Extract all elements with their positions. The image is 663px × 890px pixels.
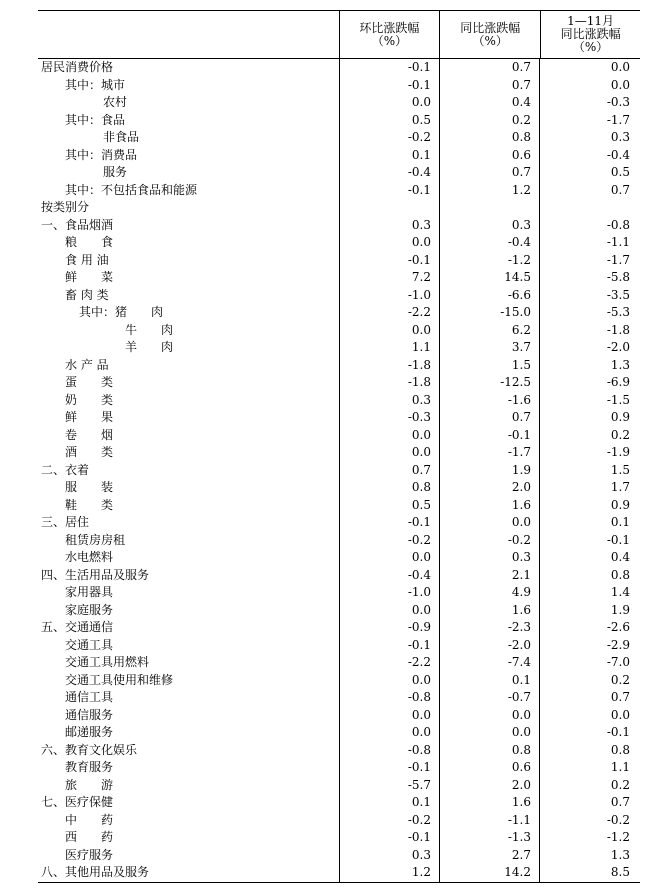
row-label: 二、衣着 [41,462,90,477]
row-label: 粮 食 [65,235,114,249]
row-label: 五、交通通信 [41,620,114,634]
header-mom-line1: 环比涨跌幅 [359,20,420,35]
row-ytd-value: 0.2 [539,427,638,445]
header-mom [339,11,440,58]
row-label: 水 产 品 [65,357,109,372]
row-mom-value: -0.2 [339,532,439,550]
row-ytd-value: 0.8 [539,567,638,585]
row-ytd-value: 1.4 [539,584,638,602]
row-label: 羊 肉 [125,340,174,354]
row-ytd-value: -7.0 [539,654,638,672]
row-mom-value: 0.3 [339,392,439,410]
row-label: 鲜 果 [65,410,114,424]
row-ytd-value: 1.3 [539,847,638,865]
row-label: 鲜 菜 [65,270,114,284]
row-ytd-value: -1.5 [539,392,638,410]
row-mom-value: -0.1 [339,182,439,200]
table-row [38,742,640,760]
row-mom-value: 0.0 [339,444,439,462]
row-label: 家庭服务 [65,602,114,617]
row-label: 旅 游 [65,777,114,792]
row-yoy-value: -1.6 [439,392,539,410]
row-label: 食 用 油 [65,252,109,267]
row-ytd-value: 1.7 [539,479,638,497]
table-row [38,462,640,480]
row-yoy-value: 0.7 [439,77,539,95]
row-yoy-value: 0.0 [439,724,539,742]
row-ytd-value: -2.6 [539,619,638,637]
row-label: 服 装 [65,480,114,494]
table-row [38,479,640,497]
row-mom-value: -0.1 [339,829,439,847]
row-mom-value: 0.0 [339,427,439,445]
row-ytd-value: 0.3 [539,129,638,147]
row-mom-value: 0.5 [339,112,439,130]
table-row [38,707,640,725]
row-label: 家用器具 [65,585,114,599]
row-label: 交通工具用燃料 [65,655,150,669]
row-yoy-value: 0.7 [439,164,539,182]
header-yoy-line2: （%） [472,33,508,48]
row-label: 其中：猪 肉 [79,305,164,319]
row-label: 租赁房房租 [65,532,126,547]
row-mom-value: -0.1 [339,514,439,532]
row-yoy-value: 2.7 [439,847,539,865]
header-ytd-line1: 1—11月 [567,14,615,28]
table-row [38,199,640,217]
row-ytd-value: 0.7 [539,182,638,200]
row-mom-value: -0.1 [339,759,439,777]
header-ytd-line2: 同比涨跌幅 [560,27,621,41]
row-ytd-value: -1.7 [539,252,638,270]
row-yoy-value: 0.7 [439,59,539,77]
row-yoy-value: 0.8 [439,129,539,147]
row-mom-value: 1.2 [339,864,439,882]
row-ytd-value: -0.1 [539,724,638,742]
row-mom-value: -0.4 [339,164,439,182]
table-row [38,409,640,427]
table-row [38,392,640,410]
row-mom-value: -1.8 [339,374,439,392]
table-row [38,444,640,462]
table-row [38,497,640,515]
row-label: 医疗服务 [65,847,114,862]
row-ytd-value: 0.2 [539,777,638,795]
table-row [38,252,640,270]
row-yoy-value: -0.2 [439,532,539,550]
row-yoy-value: 0.3 [439,549,539,567]
row-ytd-value [539,199,638,217]
row-ytd-value: 0.7 [539,794,638,812]
row-label: 非食品 [103,130,140,144]
row-yoy-value: 1.2 [439,182,539,200]
row-ytd-value: 1.9 [539,602,638,620]
row-yoy-value: 6.2 [439,322,539,340]
row-yoy-value: 0.3 [439,217,539,235]
table-row [38,147,640,165]
row-yoy-value: 0.6 [439,147,539,165]
table-row [38,182,640,200]
table-row [38,759,640,777]
row-ytd-value: -1.1 [539,234,638,252]
row-mom-value: 0.1 [339,794,439,812]
row-mom-value: 0.8 [339,479,439,497]
row-mom-value: -0.2 [339,812,439,830]
header-ytd [540,11,640,58]
row-ytd-value: 8.5 [539,864,638,882]
table-row [38,724,640,742]
row-yoy-value: 3.7 [439,339,539,357]
cpi-table [38,10,640,883]
table-row [38,864,640,882]
row-mom-value: 0.7 [339,462,439,480]
row-yoy-value [439,199,539,217]
table-row [38,672,640,690]
row-yoy-value: -1.7 [439,444,539,462]
row-label: 中 药 [65,812,114,827]
row-label: 七、医疗保健 [41,795,114,809]
row-mom-value: 0.0 [339,549,439,567]
table-row [38,339,640,357]
row-mom-value: -2.2 [339,654,439,672]
header-mom-line2: （%） [371,33,408,48]
row-ytd-value: 1.5 [539,462,638,480]
row-mom-value: -0.3 [339,409,439,427]
table-row [38,59,640,77]
row-label: 西 药 [65,830,114,844]
table-row [38,234,640,252]
row-mom-value: 0.0 [339,94,439,112]
row-ytd-value: -1.2 [539,829,638,847]
row-mom-value: 0.1 [339,147,439,165]
row-mom-value: 0.3 [339,217,439,235]
row-mom-value: -0.2 [339,129,439,147]
table-row [38,374,640,392]
row-mom-value: -0.8 [339,689,439,707]
row-yoy-value: 0.1 [439,672,539,690]
row-yoy-value: 1.6 [439,794,539,812]
row-label: 酒 类 [65,445,114,459]
row-mom-value: -0.1 [339,77,439,95]
row-yoy-value: 0.8 [439,742,539,760]
row-label: 按类别分 [41,200,90,214]
row-yoy-value: 2.0 [439,777,539,795]
row-mom-value: 0.0 [339,234,439,252]
table-row [38,602,640,620]
row-label: 鞋 类 [65,497,114,512]
row-ytd-value: 0.0 [539,707,638,725]
table-row [38,94,640,112]
row-ytd-value: 0.0 [539,59,638,77]
table-row [38,304,640,322]
row-label: 卷 烟 [65,427,114,442]
row-ytd-value: -1.7 [539,112,638,130]
table-row [38,567,640,585]
row-yoy-value: -0.4 [439,234,539,252]
row-label: 其中：城市 [65,77,126,92]
header-item-column [38,11,339,58]
table-row [38,77,640,95]
table-row [38,584,640,602]
table-row [38,287,640,305]
row-mom-value: 0.5 [339,497,439,515]
row-yoy-value: 2.1 [439,567,539,585]
row-yoy-value: -0.1 [439,427,539,445]
row-yoy-value: -6.6 [439,287,539,305]
header-ytd-line3: （%） [572,40,609,54]
row-label: 其中：食品 [65,112,126,127]
row-ytd-value: 0.9 [539,409,638,427]
row-label: 牛 肉 [125,322,174,337]
row-mom-value: -2.2 [339,304,439,322]
row-ytd-value: -2.0 [539,339,638,357]
row-yoy-value: -7.4 [439,654,539,672]
row-yoy-value: -0.7 [439,689,539,707]
table-row [38,777,640,795]
row-mom-value: 0.0 [339,724,439,742]
row-mom-value: -1.0 [339,584,439,602]
row-label: 服务 [103,165,128,179]
header-yoy [439,11,540,58]
row-label: 一、食品烟酒 [41,217,114,232]
row-ytd-value: 0.7 [539,689,638,707]
table-row [38,322,640,340]
row-ytd-value: -0.1 [539,532,638,550]
row-yoy-value: -1.3 [439,829,539,847]
row-mom-value: 0.0 [339,707,439,725]
header-yoy-line1: 同比涨跌幅 [460,20,521,35]
row-yoy-value: 1.6 [439,602,539,620]
table-row [38,532,640,550]
row-mom-value: -0.1 [339,252,439,270]
row-label: 通信工具 [65,690,114,704]
row-yoy-value: 0.7 [439,409,539,427]
table-row [38,357,640,375]
row-ytd-value: -0.4 [539,147,638,165]
row-ytd-value: -1.8 [539,322,638,340]
row-label: 畜 肉 类 [65,287,109,302]
row-mom-value: 7.2 [339,269,439,287]
row-ytd-value: 0.8 [539,742,638,760]
row-yoy-value: 1.9 [439,462,539,480]
row-mom-value: -0.9 [339,619,439,637]
table-row [38,427,640,445]
row-yoy-value: 14.2 [439,864,539,882]
row-mom-value: -0.1 [339,637,439,655]
row-mom-value: -1.8 [339,357,439,375]
row-yoy-value: 0.2 [439,112,539,130]
row-mom-value: -0.1 [339,59,439,77]
row-label: 三、居住 [41,515,90,529]
row-yoy-value: -1.1 [439,812,539,830]
row-label: 水电燃料 [65,550,114,564]
row-yoy-value: 14.5 [439,269,539,287]
table-row [38,654,640,672]
row-ytd-value: 1.1 [539,759,638,777]
row-label: 居民消费价格 [41,60,114,74]
row-ytd-value: 1.3 [539,357,638,375]
row-mom-value: 0.3 [339,847,439,865]
row-label: 教育服务 [65,760,114,774]
table-row [38,689,640,707]
row-yoy-value: 1.6 [439,497,539,515]
row-ytd-value: -1.9 [539,444,638,462]
row-label: 交通工具 [65,637,114,652]
row-yoy-value: 1.5 [439,357,539,375]
row-ytd-value: -3.5 [539,287,638,305]
row-ytd-value: 0.0 [539,77,638,95]
table-row [38,619,640,637]
row-mom-value: 0.0 [339,322,439,340]
row-yoy-value: 0.4 [439,94,539,112]
row-label: 其中：不包括食品和能源 [65,182,198,197]
row-mom-value: 1.1 [339,339,439,357]
row-yoy-value: -2.3 [439,619,539,637]
row-ytd-value: -0.2 [539,812,638,830]
table-body [38,59,640,883]
row-label: 四、生活用品及服务 [41,567,150,582]
row-yoy-value: 0.0 [439,514,539,532]
row-mom-value: -0.4 [339,567,439,585]
row-ytd-value: 0.5 [539,164,638,182]
table-row [38,829,640,847]
table-row [38,514,640,532]
row-label: 农村 [103,95,128,109]
table-row [38,269,640,287]
table-row [38,164,640,182]
row-mom-value: 0.0 [339,672,439,690]
row-yoy-value: -15.0 [439,304,539,322]
table-row [38,549,640,567]
row-yoy-value: -2.0 [439,637,539,655]
row-mom-value: -5.7 [339,777,439,795]
row-yoy-value: 0.6 [439,759,539,777]
row-label: 其中：消费品 [65,147,138,162]
row-ytd-value: -0.3 [539,94,638,112]
row-label: 交通工具使用和维修 [65,672,174,687]
row-ytd-value: 0.2 [539,672,638,690]
table-header [38,10,640,59]
row-label: 六、教育文化娱乐 [41,742,138,757]
row-ytd-value: -2.9 [539,637,638,655]
row-label: 邮递服务 [65,725,114,739]
table-row [38,637,640,655]
row-yoy-value: 0.0 [439,707,539,725]
row-ytd-value: -5.8 [539,269,638,287]
row-mom-value: 0.0 [339,602,439,620]
row-mom-value: -0.8 [339,742,439,760]
row-mom-value [339,199,439,217]
table-row [38,217,640,235]
row-ytd-value: 0.1 [539,514,638,532]
row-label: 通信服务 [65,707,114,722]
row-ytd-value: -0.8 [539,217,638,235]
row-yoy-value: -12.5 [439,374,539,392]
row-ytd-value: -6.9 [539,374,638,392]
row-mom-value: -1.0 [339,287,439,305]
row-label: 蛋 类 [65,375,114,389]
row-ytd-value: -5.3 [539,304,638,322]
table-row [38,112,640,130]
table-row [38,812,640,830]
table-row [38,129,640,147]
row-ytd-value: 0.9 [539,497,638,515]
row-label: 八、其他用品及服务 [41,865,150,879]
table-row [38,847,640,865]
table-row [38,794,640,812]
row-label: 奶 类 [65,392,114,407]
row-yoy-value: 2.0 [439,479,539,497]
row-ytd-value: 0.4 [539,549,638,567]
row-yoy-value: 4.9 [439,584,539,602]
row-yoy-value: -1.2 [439,252,539,270]
